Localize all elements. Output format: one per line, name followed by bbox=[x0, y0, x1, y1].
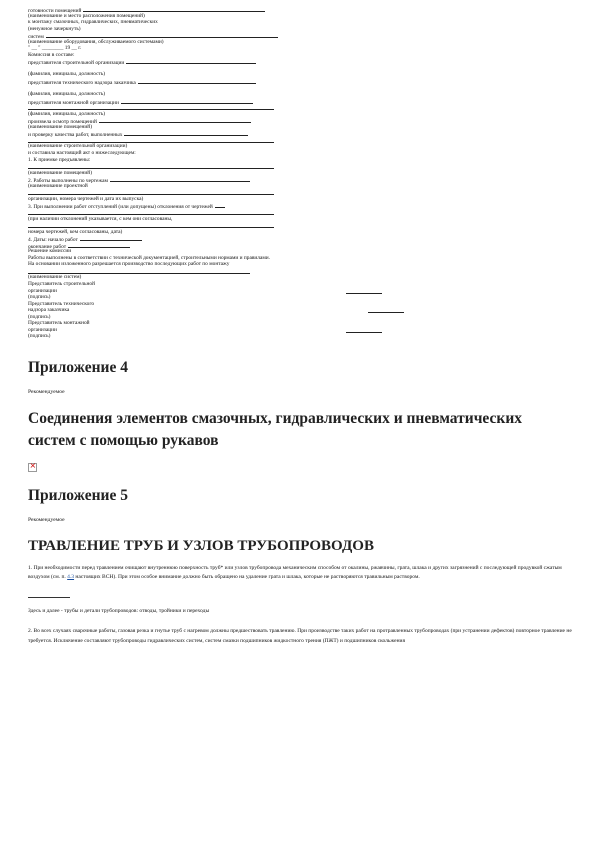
fill-in-blank bbox=[99, 117, 251, 123]
form-line-text: систем bbox=[28, 34, 44, 41]
form-line-text: (ненужное зачеркнуть) bbox=[28, 25, 81, 32]
form-line bbox=[28, 288, 573, 295]
appendix-5-note: Рекомендуемое bbox=[28, 516, 65, 523]
form-line-text: (подпись) bbox=[28, 294, 51, 301]
fill-in-blank bbox=[28, 222, 274, 228]
fill-in-blank bbox=[215, 202, 225, 208]
form-line-text: (фамилия, инициалы, должность) bbox=[28, 71, 106, 78]
form-line-text: " __ " ________ 19 __ г. bbox=[28, 45, 82, 52]
form-line-text: (фамилия, инициалы, должность) bbox=[28, 110, 106, 117]
acceptance-act-form bbox=[28, 6, 573, 340]
form-line-text: Решение комиссии bbox=[28, 248, 72, 255]
form-line-text: надзора заказчика bbox=[28, 307, 70, 314]
fill-in-blank bbox=[28, 268, 250, 274]
form-line-text: (подпись) bbox=[28, 313, 51, 320]
fill-in-blank bbox=[138, 78, 256, 84]
form-line-text: (наименование помещений) bbox=[28, 123, 92, 130]
clause-4-3-link[interactable]: 4.3 bbox=[67, 574, 75, 581]
signature-line bbox=[346, 288, 382, 294]
form-line bbox=[28, 307, 573, 314]
paragraph-1-start: 1. При необходимости перед травлением очищают внутреннюю поверхность труб* или узлов трубопровода механическим способом от окалины, ржавчины, грата, шлака и других загрязнений с последующей продувкой сжатым воздухом (см. п. bbox=[28, 564, 562, 581]
form-line-text: Работы выполнены в соответствии с технической документацией, строительными нормами и правилами. bbox=[28, 254, 271, 261]
paragraph-1 bbox=[28, 564, 573, 583]
form-line-text: 1. К приемке предъявлены: bbox=[28, 156, 91, 163]
form-line-text: (наименование проектной bbox=[28, 182, 88, 189]
form-line-text: готовности помещений bbox=[28, 8, 82, 14]
fill-in-blank bbox=[28, 163, 274, 169]
form-line-text: Представитель технического bbox=[28, 300, 95, 307]
appendix-4-heading: Соединения элементов смазочных, гидравлических и пневматических систем с помощью рукавов bbox=[28, 409, 522, 449]
signature-line bbox=[368, 307, 404, 313]
form-line-text: (наименование систем) bbox=[28, 274, 82, 281]
form-line-text: (подпись) bbox=[28, 333, 51, 340]
fill-in-blank bbox=[124, 130, 248, 136]
fill-in-blank bbox=[28, 104, 274, 110]
appendix-4-title: Приложение 4 bbox=[28, 358, 128, 376]
form-line-text: (при наличии отклонений указывается, с кем они согласованы, bbox=[28, 215, 173, 222]
signature-line bbox=[346, 327, 382, 333]
form-line-text: номера чертежей, кем согласованы, дата) bbox=[28, 228, 123, 235]
form-line-text: организации, номера чертежей и дата их выпуска) bbox=[28, 195, 144, 202]
appendix-5-title: Приложение 5 bbox=[28, 486, 128, 504]
form-line-text: (наименование оборудования, обслуживаемого системами) bbox=[28, 38, 164, 45]
form-line-text: Представитель монтажной bbox=[28, 320, 90, 327]
form-line-text: (наименование и место расположения помещений) bbox=[28, 12, 145, 19]
form-line-text: и проверку качества работ, выполненных bbox=[28, 132, 123, 139]
fill-in-blank bbox=[126, 58, 256, 64]
broken-image-icon bbox=[28, 463, 37, 472]
fill-in-blank bbox=[80, 235, 142, 241]
form-line-text: произвела осмотр помещений bbox=[28, 119, 97, 126]
form-line-text: Представитель строительной bbox=[28, 280, 95, 287]
fill-in-blank bbox=[110, 176, 250, 182]
form-line-text: На основании изложенного разрешается производство последующих работ по монтажу bbox=[28, 261, 230, 268]
footnote-text: Здесь и далее - трубы и детали трубопроводов: отводы, тройники и переходы bbox=[28, 607, 210, 614]
fill-in-blank bbox=[28, 189, 274, 195]
paragraph-2: 2. Во всех случаях сварочные работы, газовая резка и гнутье труб с нагревом должны предшествовать травлению. При производстве таких работ на протравленных трубопроводах (при устранении дефектов) повторное травление не требуется. Исключение составляют трубопроводы гидравлических систем, систем смазки подшипников жидкостного трения (ПЖТ) и подшипников скольжения bbox=[28, 628, 572, 644]
form-line-text: (наименование строительной организации) bbox=[28, 143, 128, 150]
paragraph-1-end: настоящих ВСН). При этом особое внимание должно быть обращено на удаление грата и шлака, которые не растворяются травильным раствором. bbox=[75, 574, 420, 581]
appendix-4-note: Рекомендуемое bbox=[28, 388, 65, 395]
form-line-text: 4. Даты: начало работ bbox=[28, 237, 78, 244]
form-line-text: (фамилия, инициалы, должность) bbox=[28, 91, 106, 98]
form-line-text: 2. Работы выполнены по чертежам bbox=[28, 178, 108, 185]
fill-in-blank bbox=[28, 209, 274, 215]
form-line-text: представителя технического надзора заказчика bbox=[28, 80, 136, 87]
fill-in-blank bbox=[83, 6, 265, 12]
form-line-text: и составила настоящий акт о нижеследующем: bbox=[28, 150, 136, 157]
form-line-text: окончание работ bbox=[28, 243, 67, 250]
fill-in-blank bbox=[121, 98, 253, 104]
form-line-text: к монтажу смазочных, гидравлических, пневматических bbox=[28, 19, 158, 26]
form-line-text: (наименование помещений) bbox=[28, 169, 92, 176]
form-line-text: организации bbox=[28, 326, 57, 333]
form-line-text: организации bbox=[28, 287, 57, 294]
appendix-5-heading: ТРАВЛЕНИЕ ТРУБ И УЗЛОВ ТРУБОПРОВОДОВ bbox=[28, 537, 374, 554]
document-page bbox=[28, 6, 573, 646]
form-line-text: представителя строительной организации bbox=[28, 60, 125, 67]
fill-in-blank bbox=[68, 242, 130, 248]
form-line-text: 3. При выполнении работ отступлений (или допущены) отклонения от чертежей bbox=[28, 204, 213, 211]
form-line bbox=[28, 327, 573, 334]
form-line-text: Комиссия в составе: bbox=[28, 51, 75, 58]
form-line-text: представителя монтажной организации bbox=[28, 99, 119, 106]
fill-in-blank bbox=[46, 32, 278, 38]
